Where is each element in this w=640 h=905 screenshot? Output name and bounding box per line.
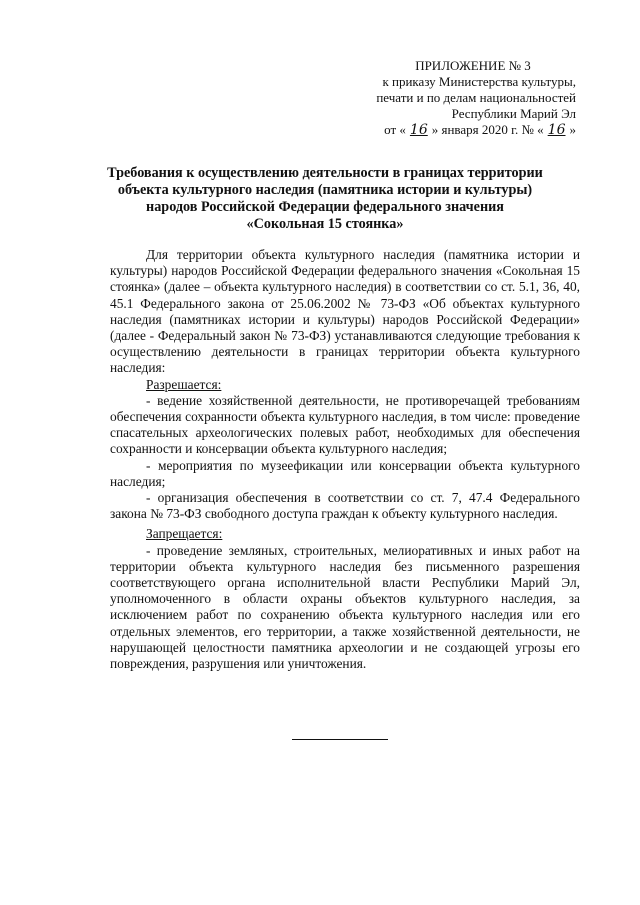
appendix-order-line: к приказу Министерства культуры, <box>382 74 576 89</box>
forbidden-heading: Запрещается: <box>146 526 223 542</box>
document-title <box>100 165 550 233</box>
title-line-2: объекта культурного наследия (памятника истории и культуры) <box>117 182 533 198</box>
date-prefix: от « <box>384 122 406 137</box>
title-line-1: Требования к осуществлению деятельности в границах территории <box>107 165 543 181</box>
date-suffix: » <box>569 122 576 137</box>
allowed-item: - мероприятия по музеефикации или консервации объекта культурного наследия; <box>110 457 580 489</box>
title-line-4: «Сокольная 15 стоянка» <box>246 216 404 232</box>
end-rule-divider <box>292 739 388 740</box>
appendix-number: ПРИЛОЖЕНИЕ № 3 <box>415 58 531 73</box>
appendix-date-line <box>330 122 576 138</box>
allowed-heading: Разрешается: <box>146 376 222 392</box>
appendix-ministry-line: печати и по делам национальностей <box>376 90 576 105</box>
handwritten-day: 16 <box>409 122 428 138</box>
appendix-block <box>330 58 576 138</box>
title-line-3: народов Российской Федерации федерального значения <box>146 199 504 215</box>
document-body <box>110 247 580 672</box>
date-middle: » января 2020 г. № « <box>431 122 544 137</box>
forbidden-item: - проведение земляных, строительных, мелиоративных и иных работ на территории объекта культурного наследия без письменного разрешения соответствующего органа исполнительной власти Республики Марий Эл, уполномоченного в области охраны объектов культурного наследия, за исключением работ по сохранению объекта культурного наследия или его отдельных элементов, его территории, а также хозяйственной деятельности, не нарушающей целостности памятника археологии и не создающей угрозы его повреждения, разрушения или уничтожения. <box>110 542 580 672</box>
appendix-republic-line: Республики Марий Эл <box>451 106 576 121</box>
handwritten-number: 16 <box>547 122 566 138</box>
allowed-item: - ведение хозяйственной деятельности, не противоречащей требованиям обеспечения сохранности объекта культурного наследия, в том числе: проведение спасательных археологических полевых работ, необходимых для обеспечения сохранности и консервации объекта культурного наследия; <box>110 392 580 457</box>
allowed-item: - организация обеспечения в соответствии со ст. 7, 47.4 Федерального закона № 73-ФЗ свободного доступа граждан к объекту культурного наследия. <box>110 490 580 522</box>
intro-paragraph: Для территории объекта культурного наследия (памятника истории и культуры) народов Российской Федерации федерального значения «Сокольная 15 стоянка» (далее – объекта культурного наследия) в соответствии со ст. 5.1, 36, 40, 45.1 Федерального закона от 25.06.2002 № 73-ФЗ «Об объектах культурного наследия (памятниках истории и культуры) народов Российской Федерации» (далее - Федеральный закон № 73-ФЗ) устанавливаются следующие требования к осуществлению деятельности в границах территории объекта культурного наследия: <box>110 247 580 376</box>
